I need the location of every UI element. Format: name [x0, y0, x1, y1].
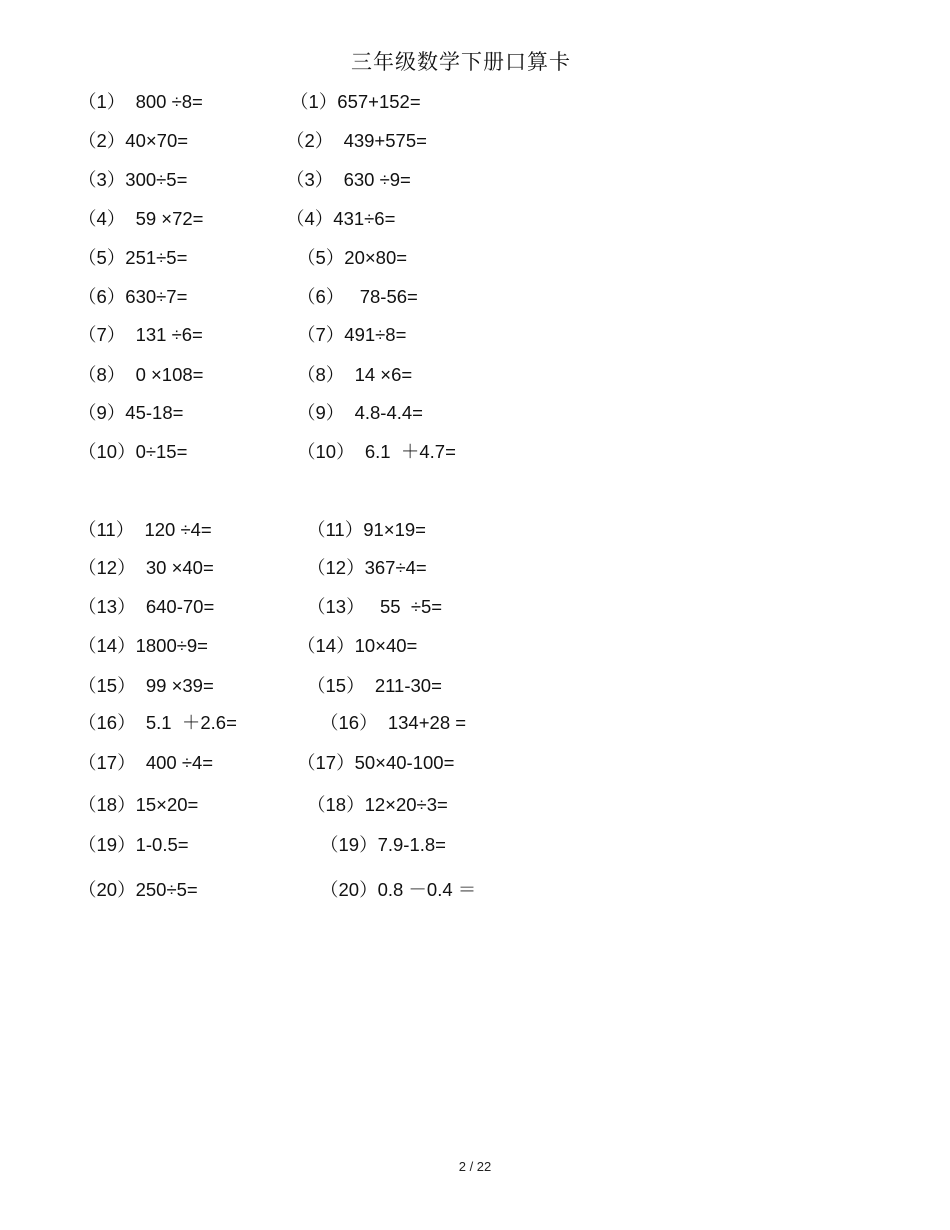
problem-right-8: （8） 14 ×6=	[297, 364, 413, 385]
problem-right-7: （7）491÷8=	[297, 324, 407, 345]
problem-left-18: （18）15×20=	[78, 794, 199, 815]
problem-right-3: （3） 630 ÷9=	[286, 169, 411, 190]
problem-right-18: （18）12×20÷3=	[307, 794, 448, 815]
problem-right-4: （4）431÷6=	[286, 208, 396, 229]
problem-left-13: （13） 640-70=	[78, 596, 215, 617]
problem-right-17: （17）50×40-100=	[297, 752, 455, 773]
problem-right-20: （20）0.8 －0.4 ＝	[320, 879, 477, 900]
problem-right-15: （15） 211-30=	[307, 675, 442, 696]
problem-right-16: （16） 134+28 =	[320, 712, 467, 733]
problem-right-19: （19）7.9-1.8=	[320, 834, 446, 855]
problem-right-6: （6） 78-56=	[297, 286, 418, 307]
problem-left-7: （7） 131 ÷6=	[78, 324, 203, 345]
problem-left-9: （9）45-18=	[78, 402, 184, 423]
problem-left-3: （3）300÷5=	[78, 169, 188, 190]
problem-right-11: （11）91×19=	[307, 519, 426, 540]
problem-left-19: （19）1-0.5=	[78, 834, 189, 855]
problem-right-12: （12）367÷4=	[307, 557, 427, 578]
problem-left-14: （14）1800÷9=	[78, 635, 208, 656]
problem-left-15: （15） 99 ×39=	[78, 675, 214, 696]
problem-left-16: （16） 5.1 ＋2.6=	[78, 712, 237, 733]
problem-left-4: （4） 59 ×72=	[78, 208, 204, 229]
problem-left-1: （1） 800 ÷8=	[78, 91, 203, 112]
problem-left-6: （6）630÷7=	[78, 286, 188, 307]
problem-left-2: （2）40×70=	[78, 130, 189, 151]
page-number: 2 / 22	[458, 1159, 492, 1174]
problem-right-2: （2） 439+575=	[286, 130, 427, 151]
problem-right-5: （5）20×80=	[297, 247, 408, 268]
problem-left-11: （11） 120 ÷4=	[78, 519, 212, 540]
problem-left-10: （10）0÷15=	[78, 441, 188, 462]
problem-left-8: （8） 0 ×108=	[78, 364, 204, 385]
problem-right-14: （14）10×40=	[297, 635, 418, 656]
problem-right-9: （9） 4.8-4.4=	[297, 402, 423, 423]
problem-left-5: （5）251÷5=	[78, 247, 188, 268]
problem-left-20: （20）250÷5=	[78, 879, 198, 900]
problem-left-12: （12） 30 ×40=	[78, 557, 214, 578]
problem-right-10: （10） 6.1 ＋4.7=	[297, 441, 456, 462]
problem-left-17: （17） 400 ÷4=	[78, 752, 214, 773]
page-title: 三年级数学下册口算卡	[351, 50, 571, 74]
problem-right-1: （1）657+152=	[290, 91, 421, 112]
problem-right-13: （13） 55 ÷5=	[307, 596, 443, 617]
